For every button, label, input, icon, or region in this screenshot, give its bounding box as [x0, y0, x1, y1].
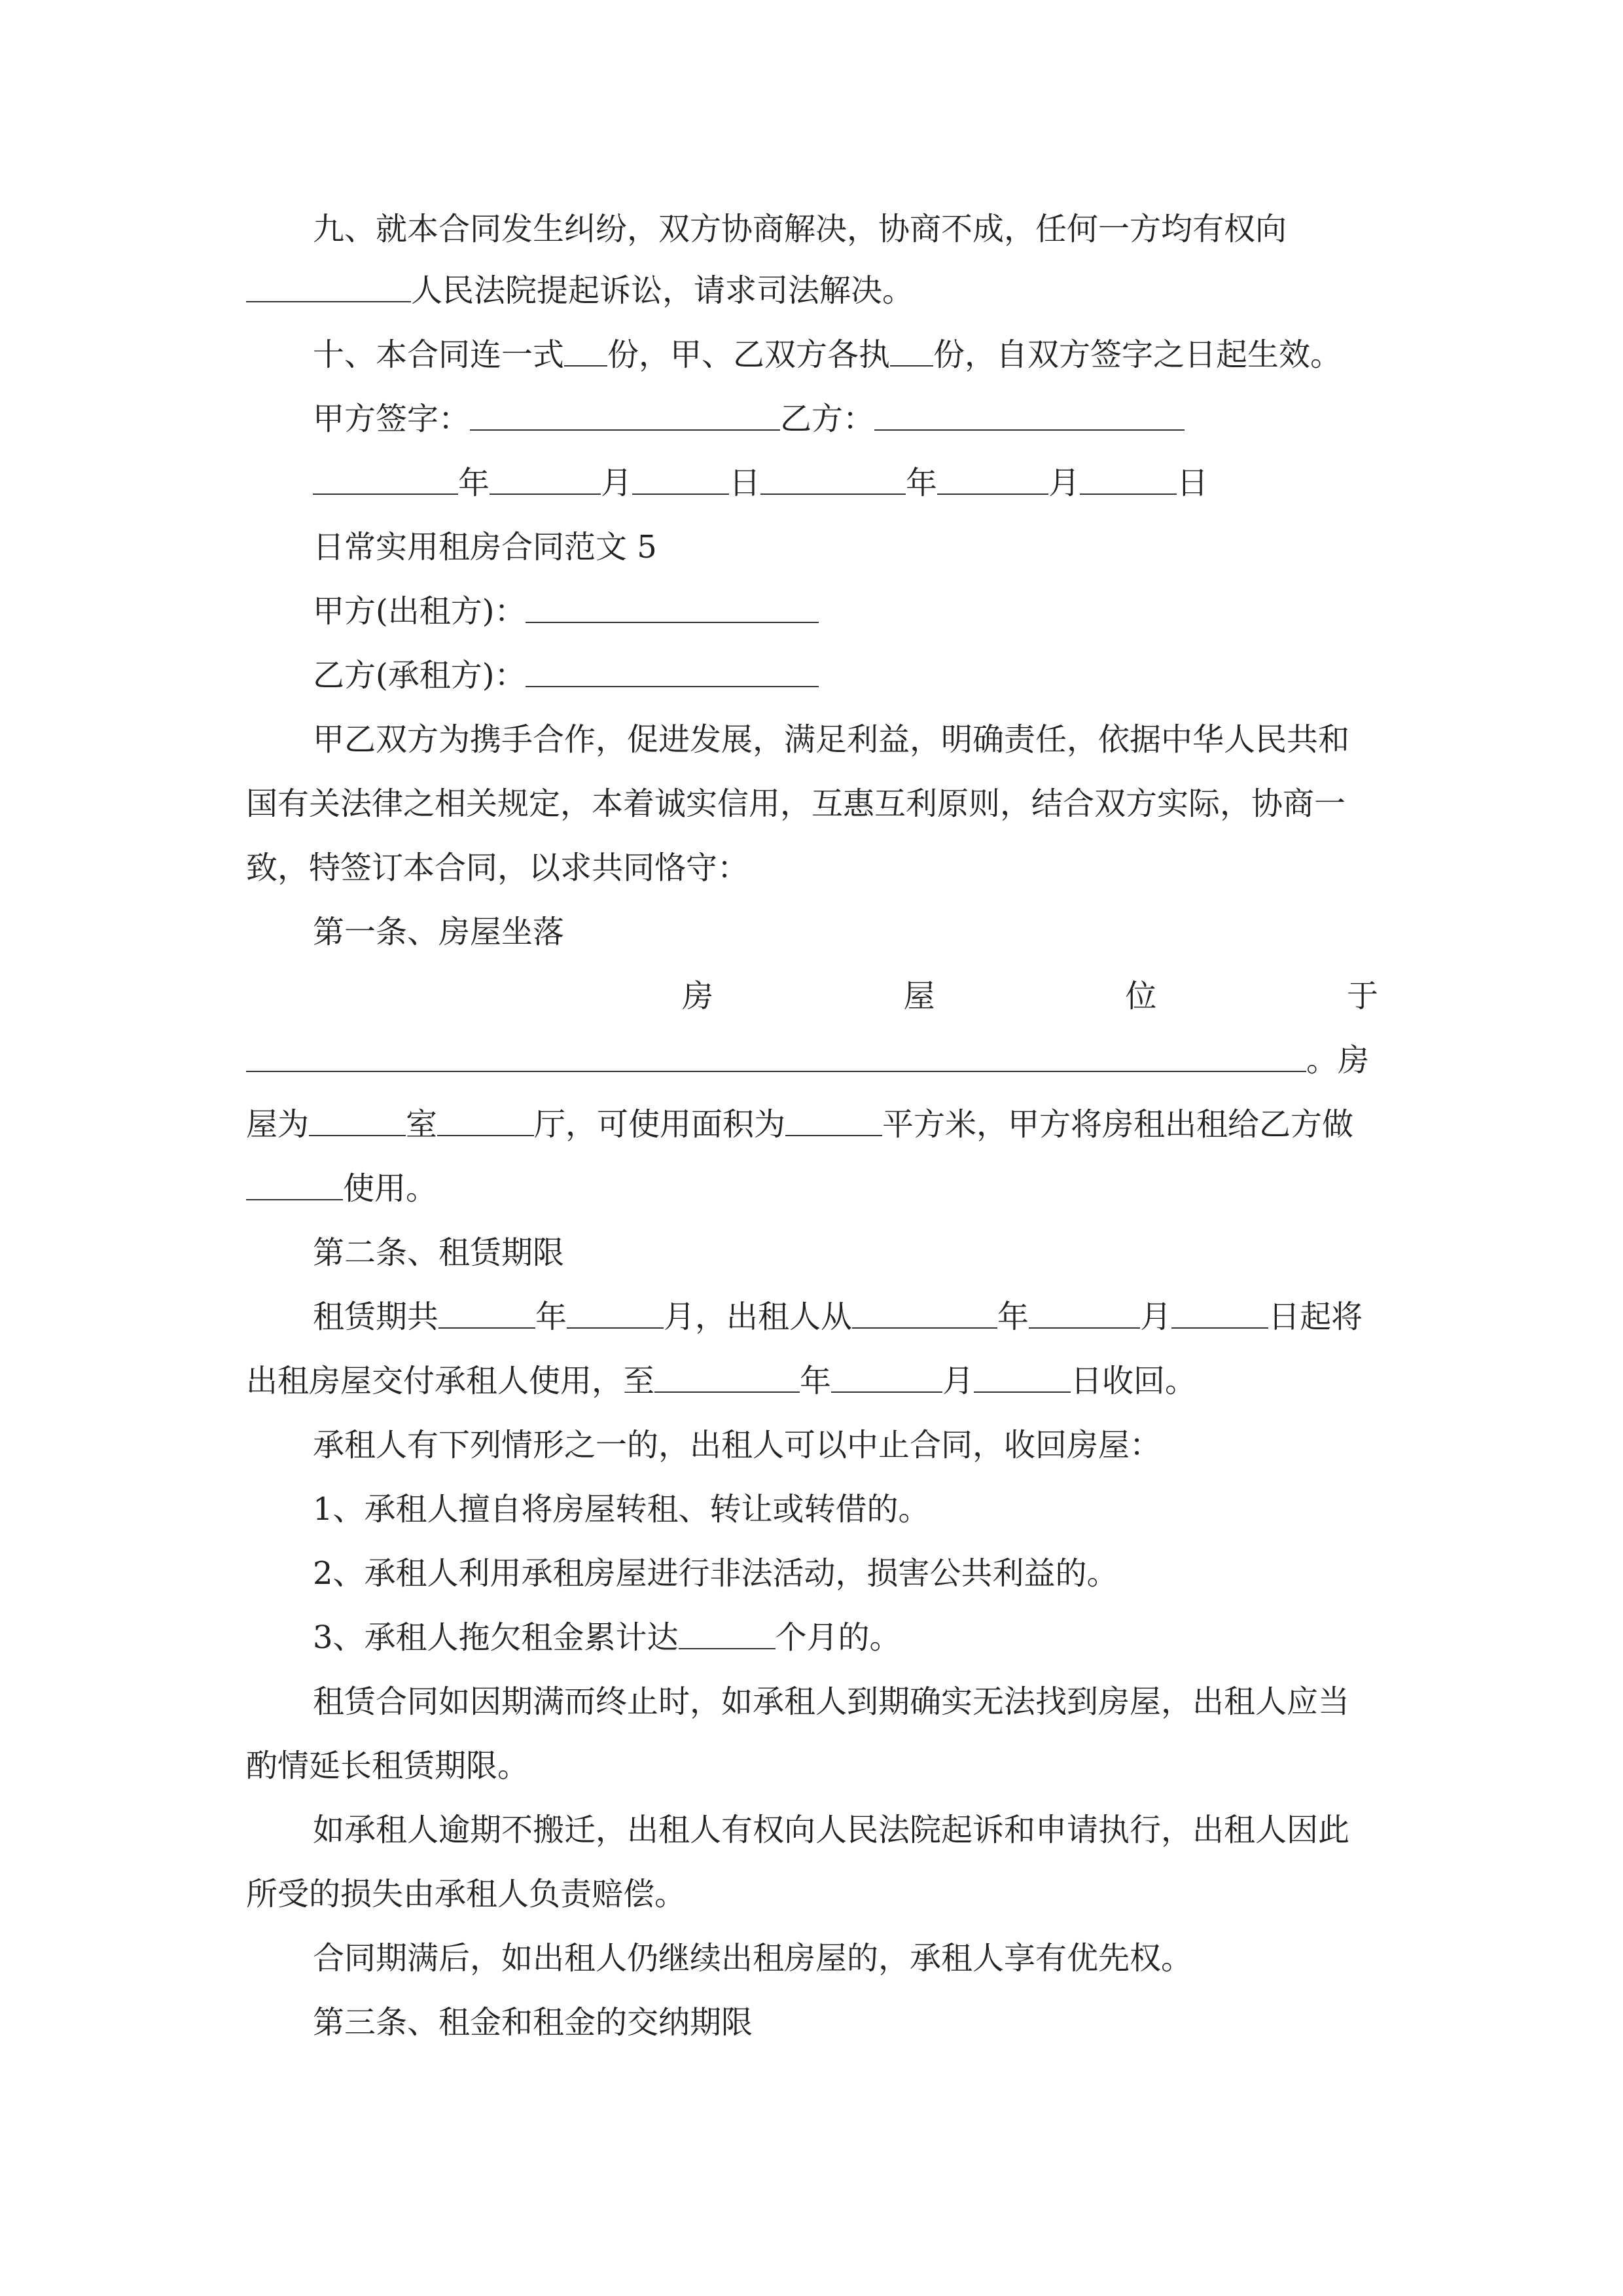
condition-3: 3、承租人拖欠租金累计达 个月的。: [313, 1619, 901, 1656]
priority-line: 合同期满后，如出租人仍继续出租房屋的，承租人享有优先权。: [313, 1940, 1193, 1977]
article-2-heading: 第二条、租赁期限: [313, 1234, 565, 1271]
months-arrears-blank: [679, 1619, 776, 1649]
party-b-signature-blank: [874, 401, 1185, 431]
term-line-2: 出租房屋交付承租人使用，至 年 月 日收回。: [246, 1363, 1197, 1399]
clause-9-line-2: 人民法院提起诉讼，请求司法解决。: [246, 271, 914, 310]
party-a-signature-blank: [470, 401, 780, 431]
party-a-line: 甲方(出租方)：: [313, 592, 819, 631]
contract-title: 日常实用租房合同范文 5: [313, 529, 657, 565]
room-line: 屋为 室 厅，可使用面积为 平方米，甲方将房租出租给乙方做: [246, 1106, 1354, 1143]
clause-9-line-1: 九、就本合同发生纠纷，双方协商解决，协商不成，任何一方均有权向: [313, 211, 1287, 247]
address-blank: [246, 1042, 1306, 1072]
party-a-blank: [526, 593, 819, 623]
term-line-1: 租赁期共 年 月，出租人从 年 月 日起将: [313, 1299, 1363, 1335]
use-line: 使用。: [246, 1169, 437, 1208]
intro-line-3: 致，特签订本合同，以求共同恪守：: [246, 850, 749, 886]
location-blank-line: 。房: [246, 1041, 1369, 1080]
article-1-heading: 第一条、房屋坐落: [313, 914, 565, 950]
article-3-heading: 第三条、租金和租金的交纳期限: [313, 2004, 753, 2041]
expiry-line-2: 酌情延长租赁期限。: [246, 1748, 529, 1784]
expiry-line-1: 租赁合同如因期满而终止时，如承租人到期确实无法找到房屋，出租人应当: [313, 1683, 1350, 1720]
rooms-blank: [309, 1106, 406, 1136]
termination-conditions: 承租人有下列情形之一的，出租人可以中止合同，收回房屋：: [313, 1427, 1162, 1463]
intro-line-2: 国有关法律之相关规定，本着诚实信用，互惠互利原则，结合双方实际，协商一: [246, 785, 1346, 822]
party-b-blank: [526, 657, 819, 687]
signature-date-line: 年 月 日 年 月 日: [313, 463, 1208, 503]
copies-each-blank: [890, 336, 933, 367]
overdue-line-1: 如承租人逾期不搬迁，出租人有权向人民法院起诉和申请执行，出租人因此: [313, 1812, 1350, 1848]
overdue-line-2: 所受的损失由承租人负责赔偿。: [246, 1876, 687, 1912]
area-blank: [785, 1106, 882, 1136]
copies-blank: [564, 336, 607, 367]
location-spaced-line: 房 屋 位 于: [682, 978, 1378, 1014]
halls-blank: [437, 1106, 534, 1136]
condition-1: 1、承租人擅自将房屋转租、转让或转借的。: [313, 1491, 930, 1528]
signature-line: 甲方签字： 乙方：: [313, 399, 1185, 439]
intro-line-1: 甲乙双方为携手合作，促进发展，满足利益，明确责任，依据中华人民共和: [313, 721, 1350, 758]
party-b-line: 乙方(承租方)：: [313, 656, 819, 695]
use-blank: [246, 1170, 343, 1200]
clause-10-line: 十、本合同连一式 份，甲、乙双方各执 份，自双方签字之日起生效。: [313, 336, 1342, 373]
condition-2: 2、承租人利用承租房屋进行非法活动，损害公共利益的。: [313, 1555, 1118, 1592]
court-blank: [246, 272, 411, 302]
